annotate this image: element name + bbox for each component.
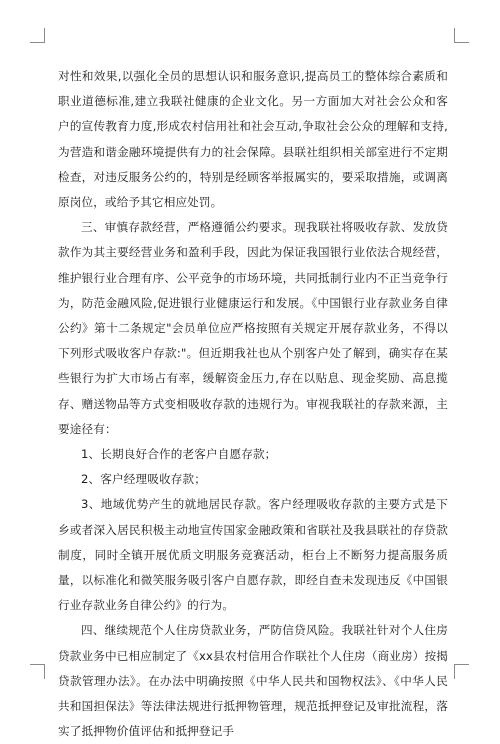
crop-mark-bottom-right — [454, 664, 469, 679]
list-item-source-2: 2、客户经理吸收存款； — [81, 472, 206, 487]
crop-mark-top-left — [30, 28, 45, 43]
crop-mark-bottom-left — [30, 664, 45, 679]
list-item-source-3: 3、地域优势产生的就地居民存款。客户经理吸收存款的主要方式是下乡或者深入居民积极主动地宣传国家金融政策和省联社及我县联社的存贷款制度，同时全镇开展优质文明服务竞赛活动，柜台上不断努力提高服务质量，以标准化和微笑服务吸引客户自愿存款，即经自查未发现违反《中国银行业存款业务自律公约》的行为。 — [58, 497, 448, 613]
paragraph-continued: 对性和效果,以强化全员的思想认识和服务意识,提高员工的整体综合素质和职业道德标准,建立我联社健康的企业文化。另一方面加大对社会公众和客户的宣传教育力度,形成农村信用社和社会互动,争取社会公众的理解和支持,为营造和谐金融环境提供有力的社会保障。县联社组织相关部室进行不定期检查，对违反服务公约的，特别是经顾客举报属实的，要采取措施，或调离原岗位，或给予其它相应处罚。 — [58, 69, 448, 210]
crop-mark-top-right — [454, 28, 469, 43]
paragraph-section-four: 四、继续规范个人住房贷款业务，严防信贷风险。我联社针对个人住房贷款业务中已相应制定了《xx县农村信用合作联社个人住房（商业房）按揭贷款管理办法》。在办法中明确按照《中华人民共和国物权法》、《中华人民共和国担保法》等法律法规进行抵押物管理，规范抵押登记及审批流程，落实了抵押物价值评估和抵押登记手 — [58, 623, 448, 739]
list-item-source-1: 1、长期良好合作的老客户自愿存款； — [81, 447, 277, 462]
paragraph-section-three: 三、审慎存款经营，严格遵循公约要求。现我联社将吸收存款、发放贷款作为其主要经营业务和盈利手段，因此为保证我国银行业依法合规经营，维护银行业合理有序、公平竞争的市场环境，共同抵制行业内不正当竞争行为，防范金融风险,促进银行业健康运行和发展。《中国银行业存款业务自律公约》第十二条规定"会员单位应严格按照有关规定开展存款业务，不得以下列形式吸收客户存款:"。但近期我社也从个别客户处了解到，确实存在某些银行为扩大市场占有率，缓解资金压力,存在以贴息、现金奖励、高息揽存、赠送物品等方式变相吸收存款的违规行为。审视我联社的存款来源，主要途径有： — [58, 220, 448, 436]
document-body — [58, 64, 448, 744]
